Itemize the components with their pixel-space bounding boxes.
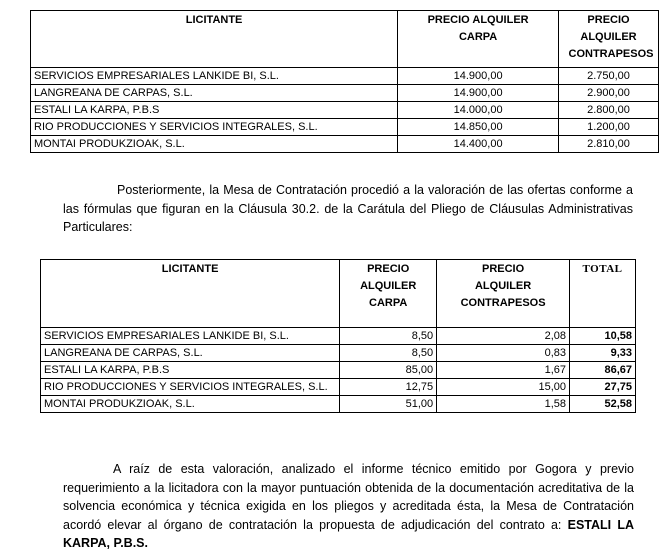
column-header-licitante: LICITANTE bbox=[41, 260, 340, 328]
price-table bbox=[30, 10, 659, 153]
cell-value: 51,00 bbox=[340, 396, 437, 413]
table-row bbox=[31, 102, 659, 119]
cell-value: 8,50 bbox=[340, 345, 437, 362]
cell-value: 2.810,00 bbox=[559, 136, 659, 153]
cell-value: 9,33 bbox=[570, 345, 636, 362]
column-header-licitante: LICITANTE bbox=[31, 11, 398, 68]
cell-bidder: RIO PRODUCCIONES Y SERVICIOS INTEGRALES, S.L. bbox=[31, 119, 398, 136]
paragraph-valuation: Posteriormente, la Mesa de Contratación procedió a la valoración de las ofertas conforme a las fórmulas que figuran en la Cláusula 30.2. de la Carátula del Pliego de Cláusulas Administrativas Particulares: bbox=[63, 183, 633, 234]
cell-value: 52,58 bbox=[570, 396, 636, 413]
cell-value: 14.000,00 bbox=[398, 102, 559, 119]
column-header-carpa: PRECIO ALQUILER CARPA bbox=[340, 260, 437, 328]
column-header-total: TOTAL bbox=[570, 260, 636, 328]
cell-value: 10,58 bbox=[570, 328, 636, 345]
table-row bbox=[31, 136, 659, 153]
table-row bbox=[41, 379, 636, 396]
awardee-name: ESTALI LA KARPA, P.B.S. bbox=[63, 517, 634, 550]
table-row bbox=[41, 396, 636, 413]
cell-value: 14.400,00 bbox=[398, 136, 559, 153]
cell-bidder: RIO PRODUCCIONES Y SERVICIOS INTEGRALES, S.L. bbox=[41, 379, 340, 396]
cell-value: 15,00 bbox=[437, 379, 570, 396]
cell-value: 2.800,00 bbox=[559, 102, 659, 119]
column-header-contrapesos: PRECIO ALQUILER CONTRAPESOS bbox=[559, 11, 659, 68]
cell-value: 2.900,00 bbox=[559, 85, 659, 102]
cell-bidder: SERVICIOS EMPRESARIALES LANKIDE BI, S.L. bbox=[41, 328, 340, 345]
table-row bbox=[31, 119, 659, 136]
cell-value: 14.850,00 bbox=[398, 119, 559, 136]
column-header-contrapesos: PRECIO ALQUILER CONTRAPESOS bbox=[437, 260, 570, 328]
table-row bbox=[41, 362, 636, 379]
cell-bidder: LANGREANA DE CARPAS, S.L. bbox=[41, 345, 340, 362]
cell-bidder: MONTAI PRODUKZIOAK, S.L. bbox=[31, 136, 398, 153]
cell-value: 12,75 bbox=[340, 379, 437, 396]
cell-value: 0,83 bbox=[437, 345, 570, 362]
table-row bbox=[31, 68, 659, 85]
table-row bbox=[31, 85, 659, 102]
table-row bbox=[41, 345, 636, 362]
cell-value: 27,75 bbox=[570, 379, 636, 396]
cell-value: 14.900,00 bbox=[398, 68, 559, 85]
cell-bidder: MONTAI PRODUKZIOAK, S.L. bbox=[41, 396, 340, 413]
paragraph-award-text: A raíz de esta valoración, analizado el informe técnico emitido por Gogora y previo requerimiento a la licitadora con la mayor puntuación obtenida de la documentación acreditativa de la solvencia económica y técnica exigida en los pliegos y acreditada ésta, la Mesa de Contratación acordó elevar al órgano de contratación la propuesta de adjudicación del contrato a: bbox=[63, 462, 634, 532]
cell-bidder: SERVICIOS EMPRESARIALES LANKIDE BI, S.L. bbox=[31, 68, 398, 85]
column-header-carpa: PRECIO ALQUILER CARPA bbox=[398, 11, 559, 68]
cell-value: 1,58 bbox=[437, 396, 570, 413]
cell-value: 86,67 bbox=[570, 362, 636, 379]
cell-bidder: ESTALI LA KARPA, P.B.S bbox=[31, 102, 398, 119]
table-row bbox=[41, 328, 636, 345]
cell-value: 8,50 bbox=[340, 328, 437, 345]
cell-value: 85,00 bbox=[340, 362, 437, 379]
cell-value: 1,67 bbox=[437, 362, 570, 379]
cell-bidder: LANGREANA DE CARPAS, S.L. bbox=[31, 85, 398, 102]
cell-value: 14.900,00 bbox=[398, 85, 559, 102]
score-table bbox=[40, 259, 636, 413]
cell-value: 2,08 bbox=[437, 328, 570, 345]
cell-value: 1.200,00 bbox=[559, 119, 659, 136]
paragraph-award bbox=[63, 460, 634, 553]
cell-bidder: ESTALI LA KARPA, P.B.S bbox=[41, 362, 340, 379]
cell-value: 2.750,00 bbox=[559, 68, 659, 85]
